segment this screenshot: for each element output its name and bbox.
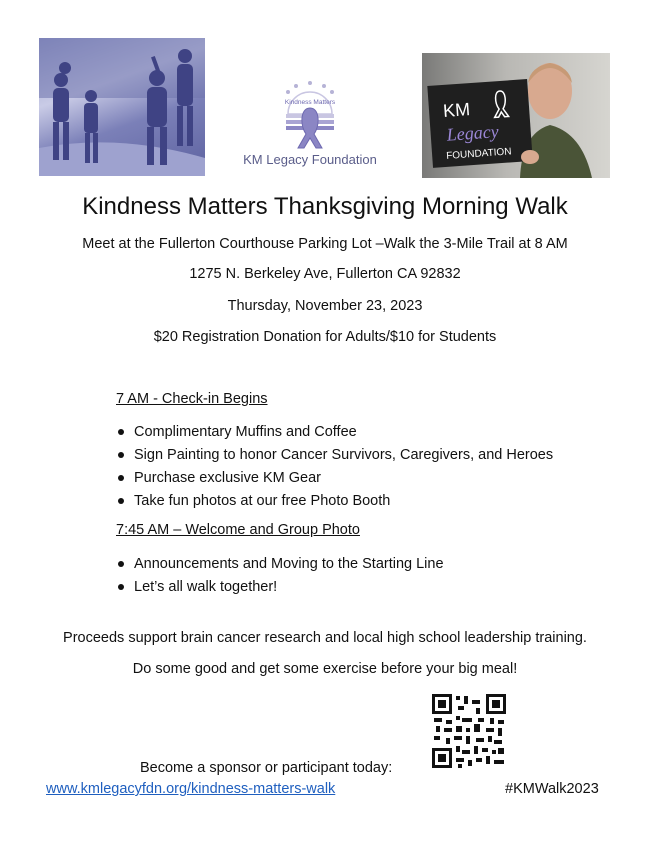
list-item: Purchase exclusive KM Gear bbox=[116, 468, 553, 491]
km-legacy-logo bbox=[230, 78, 390, 170]
list-item: Complimentary Muffins and Coffee bbox=[116, 422, 553, 445]
address: 1275 N. Berkeley Ave, Fullerton CA 92832 bbox=[189, 266, 461, 282]
walkers-illustration bbox=[39, 38, 205, 176]
sign-legacy-text: Legacy bbox=[446, 121, 500, 145]
ribbon-logo-icon bbox=[230, 78, 390, 150]
tagline-text: Do some good and get some exercise before your big meal! bbox=[132, 661, 518, 677]
logo-name: KM Legacy Foundation bbox=[243, 152, 377, 167]
event-hashtag: #KMWalk2023 bbox=[505, 781, 599, 797]
list-item: Take fun photos at our free Photo Booth bbox=[116, 491, 553, 514]
welcome-list bbox=[116, 554, 444, 600]
list-item: Sign Painting to honor Cancer Survivors, Caregivers, and Heroes bbox=[116, 445, 553, 468]
sign-foundation-text: FOUNDATION bbox=[445, 146, 512, 162]
sponsor-call: Become a sponsor or participant today: bbox=[140, 760, 393, 776]
qr-code-icon bbox=[432, 694, 506, 768]
meeting-location: Meet at the Fullerton Courthouse Parking Lot –Walk the 3-Mile Trail at 8 AM bbox=[82, 236, 568, 252]
welcome-heading: 7:45 AM – Welcome and Group Photo bbox=[116, 522, 360, 538]
checkin-heading: 7 AM - Check-in Begins bbox=[116, 391, 268, 407]
walkers-photo bbox=[39, 38, 205, 176]
page-title: Kindness Matters Thanksgiving Morning Walk bbox=[82, 193, 568, 220]
sign-photo bbox=[422, 53, 610, 178]
registration-fee: $20 Registration Donation for Adults/$10 for Students bbox=[153, 329, 497, 345]
walk-website-link[interactable]: www.kmlegacyfdn.org/kindness-matters-walk bbox=[46, 781, 336, 797]
sign-illustration bbox=[422, 53, 610, 178]
event-date: Thursday, November 23, 2023 bbox=[227, 298, 423, 314]
qr-code[interactable] bbox=[432, 694, 506, 768]
proceeds-text: Proceeds support brain cancer research and local high school leadership training. bbox=[63, 630, 587, 646]
list-item: Let’s all walk together! bbox=[116, 577, 444, 600]
list-item: Announcements and Moving to the Starting Line bbox=[116, 554, 444, 577]
logo-badge-text: Kindness Matters bbox=[284, 99, 336, 106]
checkin-list bbox=[116, 422, 553, 514]
sign-km-text: KM bbox=[442, 99, 471, 121]
